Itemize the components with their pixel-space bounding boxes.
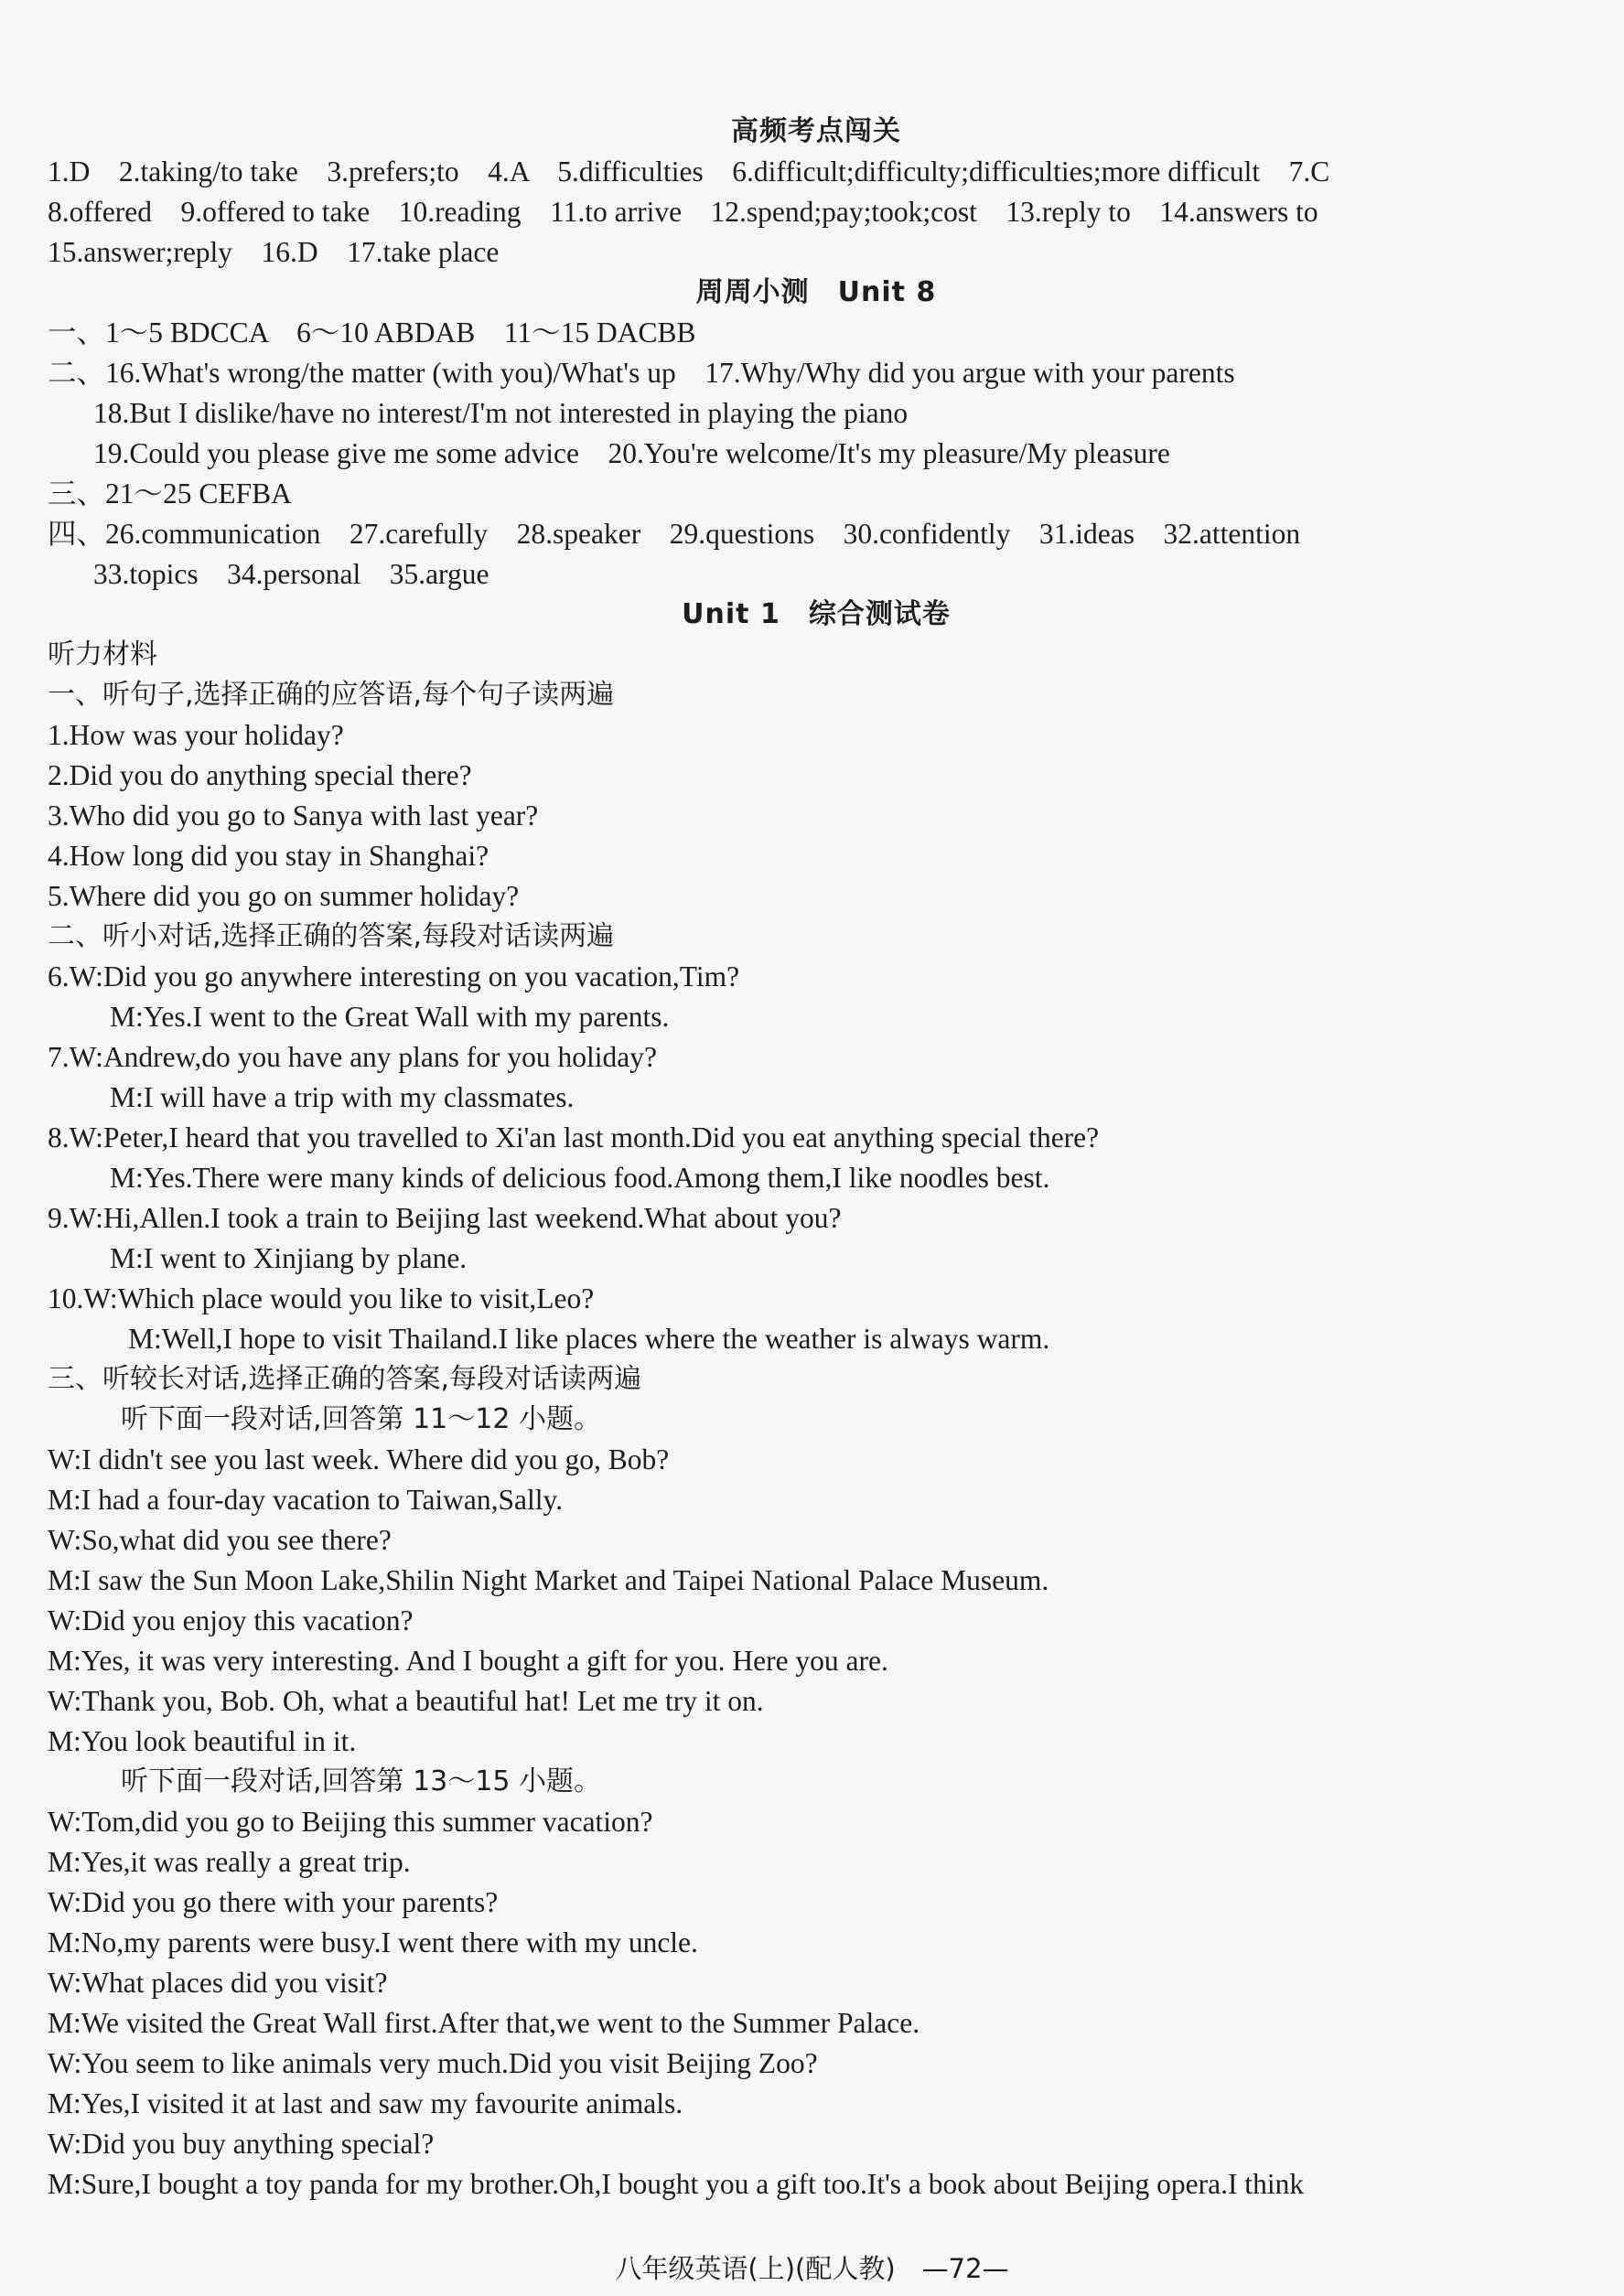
answer-line: 18.But I dislike/have no interest/I'm not interested in playing the piano xyxy=(93,397,909,429)
script-line: W:Tom,did you go to Beijing this summer vacation? xyxy=(48,1806,653,1838)
answer-line: 33.topics 34.personal 35.argue xyxy=(93,558,489,590)
part-instruction: 三、听较长对话,选择正确的答案,每段对话读两遍 xyxy=(48,1363,642,1395)
part-instruction: 二、听小对话,选择正确的答案,每段对话读两遍 xyxy=(48,920,615,952)
script-line: W:You seem to like animals very much.Did you visit Beijing Zoo? xyxy=(48,2047,818,2079)
sub-instruction: 听下面一段对话,回答第 13～15 小题。 xyxy=(121,1765,601,1797)
script-line: W:I didn't see you last week. Where did you go, Bob? xyxy=(48,1443,670,1475)
answer-line: 15.answer;reply 16.D 17.take place xyxy=(48,236,500,268)
listening-material-title: 听力材料 xyxy=(48,638,157,671)
page-footer: 八年级英语(上)(配人教) —72— xyxy=(615,2253,1009,2284)
section-heading-high-frequency: 高频考点闯关 xyxy=(731,115,901,147)
script-line: M:We visited the Great Wall first.After that,we went to the Summer Palace. xyxy=(48,2007,920,2039)
script-line: W:Did you buy anything special? xyxy=(48,2128,435,2160)
script-line: M:No,my parents were busy.I went there with my uncle. xyxy=(48,1926,698,1958)
script-line: M:I saw the Sun Moon Lake,Shilin Night Market and Taipei National Palace Museum. xyxy=(48,1564,1049,1596)
part-instruction: 一、听句子,选择正确的应答语,每个句子读两遍 xyxy=(48,679,615,711)
script-line: M:Well,I hope to visit Thailand.I like places where the weather is always warm. xyxy=(128,1323,1050,1355)
script-line: W:Thank you, Bob. Oh, what a beautiful hat! Let me try it on. xyxy=(48,1685,764,1717)
answer-line: 8.offered 9.offered to take 10.reading 11.to arrive 12.spend;pay;took;cost 13.reply to 14.answers to xyxy=(48,196,1318,228)
script-line: W:Did you enjoy this vacation? xyxy=(48,1604,414,1636)
script-line: M:Yes,I visited it at last and saw my favourite animals. xyxy=(48,2087,683,2119)
script-line: 9.W:Hi,Allen.I took a train to Beijing last weekend.What about you? xyxy=(48,1202,842,1234)
script-line: W:Did you go there with your parents? xyxy=(48,1886,499,1918)
script-line: M:I will have a trip with my classmates. xyxy=(110,1081,575,1113)
script-line: 4.How long did you stay in Shanghai? xyxy=(48,840,489,872)
script-line: M:You look beautiful in it. xyxy=(48,1725,357,1757)
script-line: M:Sure,I bought a toy panda for my brother.Oh,I bought you a gift too.It's a book about Beijing opera.I think xyxy=(48,2168,1305,2200)
script-line: M:I went to Xinjiang by plane. xyxy=(110,1242,468,1274)
script-line: 5.Where did you go on summer holiday? xyxy=(48,880,520,912)
script-line: 8.W:Peter,I heard that you travelled to Xi'an last month.Did you eat anything special there? xyxy=(48,1121,1100,1153)
answer-line: 四、26.communication 27.carefully 28.speaker 29.questions 30.confidently 31.ideas 32.attention xyxy=(48,518,1301,550)
script-line: 6.W:Did you go anywhere interesting on you vacation,Tim? xyxy=(48,960,740,992)
section-heading-weekly-quiz: 周周小测 Unit 8 xyxy=(695,276,937,308)
answer-line: 一、1～5 BDCCA 6～10 ABDAB 11～15 DACBB xyxy=(48,317,696,349)
answer-line: 19.Could you please give me some advice 20.You're welcome/It's my pleasure/My pleasure xyxy=(93,437,1170,469)
script-line: M:Yes.I went to the Great Wall with my parents. xyxy=(110,1001,670,1033)
script-line: M:Yes.There were many kinds of delicious food.Among them,I like noodles best. xyxy=(110,1162,1050,1194)
script-line: 1.How was your holiday? xyxy=(48,719,344,751)
script-line: W:What places did you visit? xyxy=(48,1967,388,1999)
section-heading-unit1-test: Unit 1 综合测试卷 xyxy=(682,598,951,630)
script-line: W:So,what did you see there? xyxy=(48,1524,392,1556)
script-line: 7.W:Andrew,do you have any plans for you holiday? xyxy=(48,1041,657,1073)
script-line: M:I had a four-day vacation to Taiwan,Sally. xyxy=(48,1484,564,1516)
answer-line: 三、21～25 CEFBA xyxy=(48,477,292,510)
script-line: 3.Who did you go to Sanya with last year? xyxy=(48,799,539,831)
script-line: 10.W:Which place would you like to visit,Leo? xyxy=(48,1282,595,1314)
answer-line: 1.D 2.taking/to take 3.prefers;to 4.A 5.difficulties 6.difficult;difficulty;difficulties;more difficult 7.C xyxy=(48,156,1330,188)
sub-instruction: 听下面一段对话,回答第 11～12 小题。 xyxy=(121,1403,601,1435)
script-line: M:Yes, it was very interesting. And I bought a gift for you. Here you are. xyxy=(48,1645,888,1677)
script-line: 2.Did you do anything special there? xyxy=(48,759,472,791)
page-content xyxy=(48,112,1585,2205)
answer-line: 二、16.What's wrong/the matter (with you)/What's up 17.Why/Why did you argue with your parents xyxy=(48,357,1235,389)
script-line: M:Yes,it was really a great trip. xyxy=(48,1846,411,1878)
